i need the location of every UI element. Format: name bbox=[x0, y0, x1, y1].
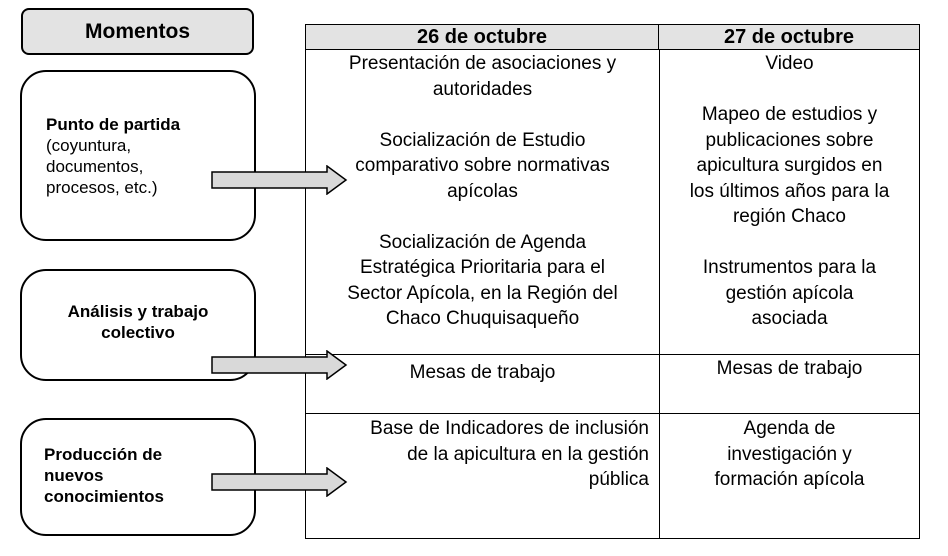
schedule-table bbox=[305, 24, 920, 539]
row3-oct27-line2: investigación y bbox=[727, 443, 852, 465]
row1-oct27-cell bbox=[660, 51, 919, 332]
row1-oct27-item2-line2: publicaciones sobre bbox=[705, 129, 874, 151]
table-row-divider-2 bbox=[306, 413, 919, 414]
row3-oct26-line3: pública bbox=[588, 469, 649, 490]
row3-oct27-line1: Agenda de bbox=[743, 418, 836, 439]
row2-oct27-cell bbox=[660, 356, 919, 382]
arrow-right-icon bbox=[211, 467, 348, 497]
moment-starting-point-title: Punto de partida bbox=[46, 115, 181, 134]
row1-oct26-item1-line2: autoridades bbox=[432, 78, 533, 100]
row3-oct27-line3: formación apícola bbox=[714, 469, 865, 490]
row3-oct26-line2: de la apicultura en la gestión bbox=[407, 443, 649, 465]
row1-oct27-item2-line5: región Chaco bbox=[732, 206, 847, 227]
row2-oct27-text: Mesas de trabajo bbox=[716, 358, 863, 379]
row2-oct26-cell bbox=[306, 360, 659, 386]
row1-oct27-item3-line3: asociada bbox=[751, 308, 828, 329]
moments-header bbox=[21, 8, 254, 55]
arrow-right-icon bbox=[211, 350, 348, 380]
row3-oct26-line1: Base de Indicadores de inclusión bbox=[370, 418, 649, 439]
row1-oct26-item3-line4: Chaco Chuquisaqueño bbox=[385, 308, 580, 329]
row1-oct27-item2-line3: apicultura surgidos en bbox=[696, 155, 883, 176]
row1-oct27-item2-line1: Mapeo de estudios y bbox=[701, 104, 878, 125]
arrow-right-icon bbox=[211, 165, 348, 195]
row3-oct27-cell bbox=[660, 416, 919, 493]
row1-oct26-item2-line2: comparativo sobre normativas bbox=[355, 155, 610, 176]
row1-oct26-item2-line3: apícolas bbox=[447, 180, 518, 202]
row1-oct26-item3-line3: Sector Apícola, en la Región del bbox=[347, 282, 618, 304]
row1-oct27-item2-line4: los últimos años para la bbox=[689, 180, 890, 202]
moments-header-title: Momentos bbox=[85, 19, 190, 43]
row1-oct26-item1-line1: Presentación de asociaciones y bbox=[348, 53, 617, 74]
table-header-oct-26: 26 de octubre bbox=[306, 25, 659, 50]
row1-oct27-item1: Video bbox=[765, 53, 814, 74]
moment-starting-point-sub-line-2: documentos, bbox=[46, 157, 144, 176]
row1-oct26-cell bbox=[306, 51, 659, 332]
moment-starting-point-sub-line-1: (coyuntura, bbox=[46, 136, 132, 155]
moment-production-title-line-3: conocimientos bbox=[44, 487, 164, 506]
moment-analysis-title-line-1: Análisis y trabajo bbox=[67, 302, 209, 321]
table-row-divider-1 bbox=[306, 354, 919, 355]
row1-oct26-item3-line2: Estratégica Prioritaria para el bbox=[360, 257, 605, 278]
moment-production-title-line-2: nuevos bbox=[44, 466, 104, 485]
moment-production-title-line-1: Producción de bbox=[44, 445, 163, 464]
row1-oct26-item3-line1: Socialización de Agenda bbox=[378, 231, 587, 253]
row1-oct27-item3-line2: gestión apícola bbox=[725, 282, 854, 304]
moment-starting-point bbox=[20, 70, 256, 241]
moment-starting-point-sub-line-3: procesos, etc.) bbox=[46, 178, 158, 197]
row1-oct27-item3-line1: Instrumentos para la bbox=[702, 257, 877, 278]
row3-oct26-cell bbox=[306, 416, 659, 493]
table-header-oct-27: 27 de octubre bbox=[659, 25, 919, 50]
row2-oct26-text: Mesas de trabajo bbox=[409, 362, 556, 383]
moment-analysis-title-line-2: colectivo bbox=[101, 323, 175, 342]
row1-oct26-item2-line1: Socialización de Estudio bbox=[379, 129, 586, 151]
